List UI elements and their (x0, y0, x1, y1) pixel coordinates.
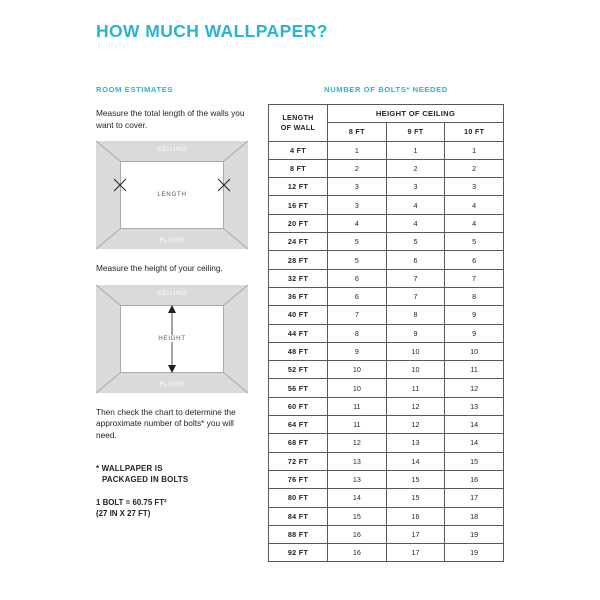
table-row (269, 196, 504, 214)
table-row (269, 159, 504, 177)
bolts-value: 13 (328, 452, 387, 470)
bolts-value: 3 (328, 178, 387, 196)
row-label-length: 16 FT (269, 196, 328, 214)
row-label-length: 40 FT (269, 306, 328, 324)
bolts-value: 4 (386, 196, 445, 214)
column-header-10ft: 10 FT (445, 123, 504, 141)
diagram1-ceiling-label: CEILING (157, 146, 187, 153)
table-row (269, 287, 504, 305)
bolts-value: 19 (445, 544, 504, 562)
bolts-value: 13 (445, 397, 504, 415)
bolts-value: 14 (445, 416, 504, 434)
table-row (269, 507, 504, 525)
bolts-value: 5 (328, 233, 387, 251)
bolts-value: 10 (386, 342, 445, 360)
bolts-value: 1 (328, 141, 387, 159)
bolt-equivalence (96, 497, 248, 519)
table-row (269, 397, 504, 415)
row-label-length: 76 FT (269, 470, 328, 488)
bolts-value: 12 (328, 434, 387, 452)
table-row (269, 178, 504, 196)
table-row (269, 251, 504, 269)
bolts-value: 7 (386, 287, 445, 305)
row-label-length: 92 FT (269, 544, 328, 562)
table-row (269, 141, 504, 159)
bolts-value: 17 (386, 544, 445, 562)
wallpaper-footnote (96, 463, 248, 485)
bolts-value: 8 (328, 324, 387, 342)
row-label-length: 48 FT (269, 342, 328, 360)
bolts-value: 10 (328, 379, 387, 397)
row-label-length: 28 FT (269, 251, 328, 269)
bolts-value: 15 (328, 507, 387, 525)
row-label-length: 12 FT (269, 178, 328, 196)
bolts-value: 6 (328, 269, 387, 287)
row-label-length: 68 FT (269, 434, 328, 452)
table-row (269, 269, 504, 287)
bolts-value: 16 (445, 470, 504, 488)
bolts-value: 6 (445, 251, 504, 269)
bolts-value: 3 (328, 196, 387, 214)
bolts-value: 14 (328, 489, 387, 507)
footnote-line-2: PACKAGED IN BOLTS (102, 475, 189, 484)
bolts-value: 2 (445, 159, 504, 177)
table-heading: NUMBER OF BOLTS* NEEDED (324, 85, 448, 94)
row-label-length: 4 FT (269, 141, 328, 159)
bolts-value: 2 (328, 159, 387, 177)
bolt-dimensions-line: (27 IN X 27 FT) (96, 509, 151, 518)
bolts-value: 15 (445, 452, 504, 470)
bolts-value: 2 (386, 159, 445, 177)
bolts-value: 9 (328, 342, 387, 360)
bolts-value: 17 (445, 489, 504, 507)
table-header-row-1 (269, 105, 504, 123)
bolts-value: 3 (445, 178, 504, 196)
bolts-value: 12 (386, 397, 445, 415)
row-label-length: 64 FT (269, 416, 328, 434)
bolts-value: 5 (386, 233, 445, 251)
length-of-wall-header (269, 105, 328, 142)
row-label-length: 24 FT (269, 233, 328, 251)
table-row (269, 342, 504, 360)
column-header-9ft: 9 FT (386, 123, 445, 141)
bolts-value: 17 (386, 525, 445, 543)
height-of-ceiling-header: HEIGHT OF CEILING (328, 105, 504, 123)
bolts-value: 15 (386, 470, 445, 488)
table-row (269, 416, 504, 434)
bolts-value: 7 (445, 269, 504, 287)
bolts-value: 13 (328, 470, 387, 488)
section-heading-room-estimates: ROOM ESTIMATES (96, 85, 174, 94)
column-header-8ft: 8 FT (328, 123, 387, 141)
bolts-value: 16 (386, 507, 445, 525)
table-row (269, 324, 504, 342)
table-row (269, 434, 504, 452)
diagram2-height-label: HEIGHT (154, 335, 190, 342)
bolts-value: 19 (445, 525, 504, 543)
bolts-value: 6 (328, 287, 387, 305)
table-row (269, 544, 504, 562)
bolts-table-head (269, 105, 504, 142)
bolts-value: 11 (328, 397, 387, 415)
table-row (269, 489, 504, 507)
bolts-value: 1 (445, 141, 504, 159)
bolts-value: 10 (386, 361, 445, 379)
step-2-text: Measure the height of your ceiling. (96, 263, 223, 273)
page-title: HOW MUCH WALLPAPER? (96, 21, 328, 41)
table-row (269, 452, 504, 470)
bolts-value: 1 (386, 141, 445, 159)
bolts-value: 18 (445, 507, 504, 525)
bolts-value: 13 (386, 434, 445, 452)
table-row (269, 470, 504, 488)
length-header-line-1: LENGTH (282, 113, 314, 123)
bolts-value: 12 (445, 379, 504, 397)
bolts-value: 5 (445, 233, 504, 251)
bolts-value: 10 (445, 342, 504, 360)
room-estimates-column (96, 85, 248, 519)
bolts-value: 4 (445, 196, 504, 214)
bolts-value: 14 (386, 452, 445, 470)
bolts-value: 11 (386, 379, 445, 397)
length-header-line-2: OF WALL (280, 122, 316, 132)
diagram2-ceiling-label: CEILING (157, 289, 187, 297)
bolts-value: 3 (386, 178, 445, 196)
row-label-length: 20 FT (269, 214, 328, 232)
bolts-value: 12 (386, 416, 445, 434)
footnote-line-1: * WALLPAPER IS (96, 464, 163, 473)
table-row (269, 306, 504, 324)
row-label-length: 60 FT (269, 397, 328, 415)
bolts-value: 16 (328, 544, 387, 562)
bolts-value: 14 (445, 434, 504, 452)
diagram1-floor-label: FLOOR (159, 237, 185, 244)
bolts-value: 11 (328, 416, 387, 434)
row-label-length: 8 FT (269, 159, 328, 177)
row-label-length: 36 FT (269, 287, 328, 305)
bolt-area-line: 1 BOLT = 60.75 FT² (96, 498, 167, 507)
row-label-length: 32 FT (269, 269, 328, 287)
row-label-length: 52 FT (269, 361, 328, 379)
bolts-table-column (268, 85, 504, 562)
row-label-length: 72 FT (269, 452, 328, 470)
bolts-value: 10 (328, 361, 387, 379)
step-3-text: Then check the chart to determine the approximate number of bolts* you will need. (96, 406, 236, 440)
ceiling-height-diagram (96, 285, 248, 393)
bolts-value: 4 (445, 214, 504, 232)
table-row (269, 233, 504, 251)
bolts-value: 15 (386, 489, 445, 507)
row-label-length: 80 FT (269, 489, 328, 507)
bolts-value: 16 (328, 525, 387, 543)
bolts-value: 4 (386, 214, 445, 232)
bolts-value: 11 (445, 361, 504, 379)
bolts-value: 4 (328, 214, 387, 232)
bolts-value: 5 (328, 251, 387, 269)
bolts-value: 9 (445, 324, 504, 342)
step-1-text: Measure the total length of the walls you want to cover. (96, 108, 245, 130)
row-label-length: 88 FT (269, 525, 328, 543)
diagram1-length-label: LENGTH (157, 191, 187, 198)
bolts-value: 7 (328, 306, 387, 324)
row-label-length: 44 FT (269, 324, 328, 342)
room-length-diagram (96, 141, 248, 249)
table-row (269, 379, 504, 397)
bolts-value: 8 (445, 287, 504, 305)
table-row (269, 525, 504, 543)
table-row (269, 361, 504, 379)
bolts-value: 9 (445, 306, 504, 324)
bolts-table (268, 104, 504, 562)
bolts-table-body (269, 141, 504, 562)
bolts-value: 6 (386, 251, 445, 269)
bolts-value: 7 (386, 269, 445, 287)
row-label-length: 56 FT (269, 379, 328, 397)
table-row (269, 214, 504, 232)
diagram2-floor-label: FLOOR (159, 380, 185, 388)
row-label-length: 84 FT (269, 507, 328, 525)
bolts-value: 8 (386, 306, 445, 324)
bolts-value: 9 (386, 324, 445, 342)
